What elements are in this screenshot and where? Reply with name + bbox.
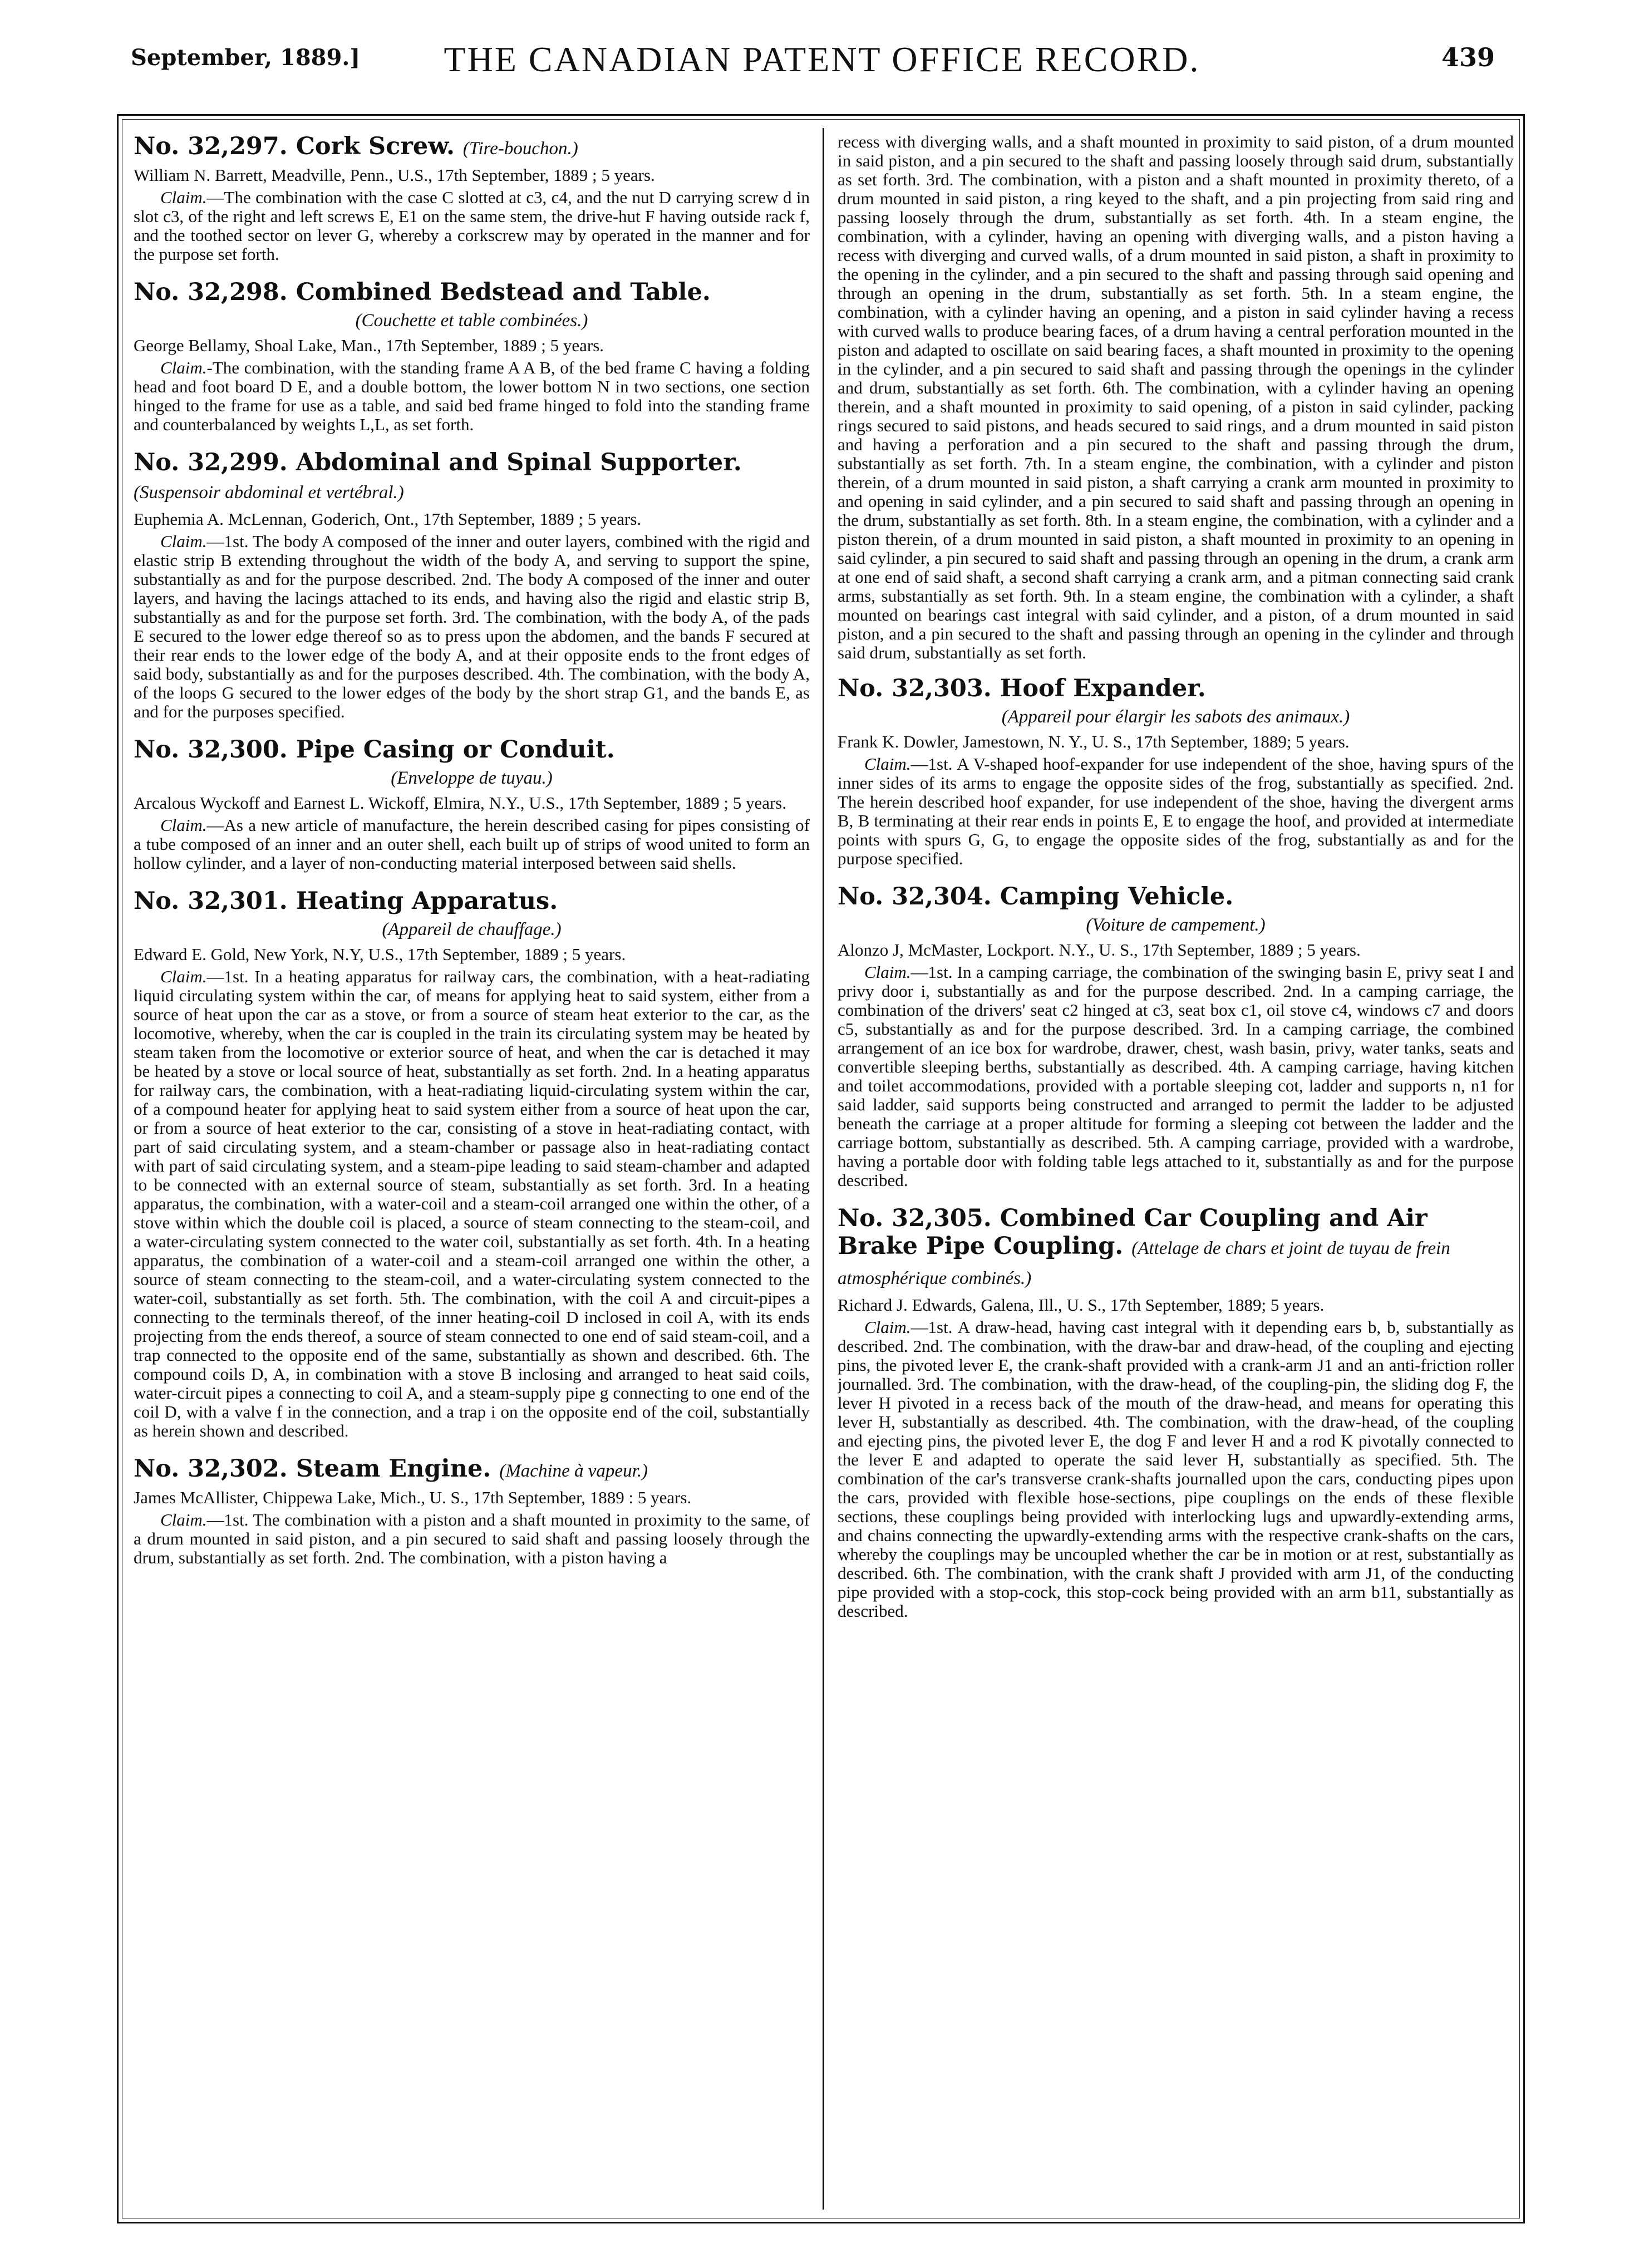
- patent-number: No. 32,297.: [134, 132, 288, 160]
- patent-title: Combined Bedstead and Table.: [296, 278, 711, 306]
- header-title: THE CANADIAN PATENT OFFICE RECORD.: [444, 40, 1200, 79]
- patent-title: Pipe Casing or Conduit.: [296, 736, 615, 764]
- claim-text: —1st. The body A composed of the inner and outer layers, combined with the rigid and elastic strip B extending throughout the width of the body A, and serving to support the spine, substantially as and for the purpose described. 2nd. The body A composed of the inner and outer layers, and having the lacings attached to its ends, and having also the rigid and elastic strip B, substantially as and for the purpose set forth. 3rd. The combination, with the body A, of the pads E secured to the lower edge thereof so as to press upon the abdomen, and the bands F secured at their rear ends to the lower edge of the body A, and at their opposite ends to the front edges of said body, substantially as and for the purposes described. 4th. The combination, with the body A, of the loops G secured to the lower edges of the body by the short strap G1, and the bands E, as and for the purposes specified.: [134, 532, 810, 721]
- patent-french-title: (Enveloppe de tuyau.): [391, 768, 553, 788]
- patent-french-title: (Suspensoir abdominal et vertébral.): [134, 483, 404, 503]
- claim-label: Claim.: [160, 815, 207, 835]
- patent-title: Combined Car Coupling and Air Brake Pipe Coupling.: [838, 1204, 1428, 1260]
- patent-entry: [134, 887, 810, 1440]
- patent-inventor: Euphemia A. McLennan, Goderich, Ont., 17th September, 1889 ; 5 years.: [134, 509, 642, 529]
- patent-french-title: (Attelage de chars et joint de tuyau de frein atmosphérique combinés.): [838, 1238, 1450, 1288]
- patent-claim: [838, 1318, 1514, 1621]
- claim-label: Claim.: [160, 532, 207, 551]
- patent-inventor: James McAllister, Chippewa Lake, Mich., U. S., 17th September, 1889 : 5 years.: [134, 1488, 692, 1507]
- patent-inventor: George Bellamy, Shoal Lake, Man., 17th September, 1889 ; 5 years.: [134, 336, 604, 355]
- patent-french-title: (Voiture de campement.): [1086, 915, 1266, 935]
- patent-inventor: Edward E. Gold, New York, N.Y, U.S., 17th September, 1889 ; 5 years.: [134, 944, 626, 964]
- claim-continuation: recess with diverging walls, and a shaft mounted in proximity to said piston, of a drum mounted in said piston, and a pin secured to the shaft and passing loosely through said drum, substantially as set forth. 3rd. The combination, with a piston and a shaft mounted in proximity thereto, of a drum mounted in said piston, a ring keyed to the shaft, and a pin projecting from said ring and passing loosely through the drum, substantially as set forth. 4th. In a steam engine, the combination, with a cylinder, having an opening with diverging walls, and a piston having a recess with diverging and curved walls, of a drum mounted in said piston, a shaft in proximity to the opening in the cylinder, and a pin secured to the shaft and passing through said opening and through an opening in the drum, substantially as set forth. 5th. In a steam engine, the combination, with a cylinder having an opening, and a piston in said cylinder having a recess with curved walls to produce bearing faces, of a drum having a central perforation mounted in the piston and adapted to oscillate on said bearing faces, a shaft mounted in proximity to the opening in the cylinder, and a pin secured to said shaft and passing through the openings in the cylinder and drum, substantially as set forth. 6th. The combination, with a cylinder having an opening therein, and a shaft mounted in proximity to said opening, of a piston in said cylinder, packing rings secured to said pistons, and heads secured to said rings, and a drum mounted in said piston and having a perforation and a pin secured to the shaft and passing through the drum, substantially as set forth. 7th. In a steam engine, the combination, with a cylinder and piston therein, of a drum mounted in said piston, a shaft carrying a crank arm mounted in proximity to and opening in said cylinder, and a pin secured to said shaft and passing through an opening in the drum, substantially as set forth. 8th. In a steam engine, the combination, with a cylinder and a piston therein, of a drum mounted in said piston, a shaft mounted in proximity to an opening in said cylinder, a pin secured to said shaft and passing through an opening in the drum, a crank arm at one end of said shaft, a second shaft carrying a crank arm, and a pitman connecting said crank arms, substantially as set forth. 9th. In a steam engine, the combination with a cylinder, a shaft mounted on bearings cast integral with said cylinder, and a piston, of a drum mounted in said piston, and a pin secured to the shaft and passing through an opening in the cylinder and through said drum, substantially as set forth.: [838, 132, 1514, 662]
- patent-inventor: Frank K. Dowler, Jamestown, N. Y., U. S., 17th September, 1889; 5 years.: [838, 732, 1350, 751]
- patent-french-title: (Couchette et table combinées.): [355, 311, 588, 331]
- patent-title: Abdominal and Spinal Supporter.: [296, 449, 742, 476]
- patent-claim: [134, 967, 810, 1440]
- patent-title: Hoof Expander.: [1000, 675, 1206, 702]
- patent-heading: [838, 883, 1514, 911]
- patent-heading: [838, 1204, 1514, 1292]
- patent-claim: [134, 358, 810, 434]
- claim-label: Claim.: [160, 358, 207, 377]
- patent-entry: [134, 736, 810, 873]
- patent-heading: [838, 675, 1514, 702]
- patent-number: No. 32,305.: [838, 1204, 992, 1232]
- patent-entry: [134, 449, 810, 721]
- claim-text: —1st. The combination with a piston and a shaft mounted in proximity to the same, of a drum mounted in said piston, and a pin secured to said shaft and passing loosely through the drum, substantially as set forth. 2nd. The combination, with a piston having a: [134, 1510, 810, 1567]
- patent-number: No. 32,298.: [134, 278, 288, 306]
- patent-claim: [134, 532, 810, 721]
- patent-claim: [134, 816, 810, 873]
- claim-text: —1st. In a heating apparatus for railway cars, the combination, with a heat-radiating liquid circulating system within the car, of means for applying heat to said system, either from a source of heat upon the car as a stove, or from a source of steam heat exterior to the car, as the locomotive, whereby, when the car is coupled in the train its circulating system may be heated by steam taken from the locomotive or exterior source of heat, and when the car is detached it may be heated by a stove or local source of heat, substantially as set forth. 2nd. In a heating apparatus for railway cars, the combination, with a heat-radiating liquid-circulating system within the car, of a compound heater for applying heat to said system either from a source of heat upon the car, or from a source of heat exterior to the car, consisting of a stove in heat-radiating contact, with part of said circulating system, and a steam-chamber or passage also in heat-radiating contact with part of said circulating system, and a steam-pipe leading to said steam-chamber and adapted to be connected with an external source of steam, substantially as set forth. 3rd. In a heating apparatus, the combination, with a water-coil and a steam-coil arranged one within the other, of a stove within which the double coil is placed, a source of steam connecting to the steam-coil, and a water-circulating system connected to the water coil, substantially as set forth. 4th. In a heating apparatus, the combination of a water-coil and a steam-coil arranged one within the other, a source of steam connecting to the steam-coil, and a water-circulating system connected to the water-coil, substantially as set forth. 5th. The combination, with the coil A and circuit-pipes a connecting to the terminals thereof, of the inner heating-coil D inclosed in coil A, with its ends projecting from the ends thereof, a source of steam connected to one end of said steam-coil, and a trap connected to the opposite end of the same, substantially as shown and described. 6th. The compound coils D, A, in combination with a stove B inclosing and arranged to heat said coils, water-circuit pipes a connecting to coil A, and a steam-supply pipe g connecting to one end of the coil D, with a valve f in the connection, and a trap i on the opposite end of the coil, substantially as herein shown and described.: [134, 967, 810, 1440]
- claim-text: -The combination, with the standing frame A A B, of the bed frame C having a folding head and foot board D E, and a double bottom, the lower bottom N in two sections, one section hinged to the frame for use as a table, and said bed frame hinged to fold into the standing frame and counterbalanced by weights L,L, as set forth.: [134, 358, 810, 434]
- patent-entry: [838, 883, 1514, 1190]
- patent-heading: [134, 132, 810, 163]
- header-date: September, 1889.]: [131, 45, 361, 71]
- patent-inventor: Richard J. Edwards, Galena, Ill., U. S., 17th September, 1889; 5 years.: [838, 1295, 1325, 1315]
- patent-heading: [134, 887, 810, 915]
- claim-label: Claim.: [160, 1510, 207, 1529]
- patent-entry: [134, 278, 810, 434]
- patent-number: No. 32,303.: [838, 675, 992, 702]
- patent-title: Steam Engine.: [296, 1455, 491, 1483]
- page-header: [0, 0, 1644, 95]
- left-column: [134, 132, 810, 2208]
- patent-french-title: (Appareil de chauffage.): [382, 919, 562, 939]
- patent-french-title: (Tire-bouchon.): [462, 139, 578, 159]
- claim-label: Claim.: [160, 188, 207, 207]
- patent-title: Heating Apparatus.: [296, 887, 558, 915]
- patent-title: Camping Vehicle.: [1000, 883, 1234, 911]
- claim-label: Claim.: [160, 967, 207, 986]
- patent-title: Cork Screw.: [296, 132, 455, 160]
- claim-text: —1st. In a camping carriage, the combination of the swinging basin E, privy seat I and privy door i, substantially as and for the purpose described. 2nd. In a camping carriage, the combination of the drivers' seat c2 hinged at c3, seat box c1, oil stove c4, windows c7 and doors c5, substantially as and for the purpose described. 3rd. In a camping carriage, the combined arrangement of an ice box for wardrobe, drawer, chest, wash basin, privy, water tanks, seats and convertible sleeping berths, substantially as described. 4th. A camping carriage, having kitchen and toilet accommodations, provided with a portable sleeping cot, ladder and supports n, n1 for said ladder, said supports being constructed and arranged to permit the ladder to be adjusted beneath the carriage at a proper altitude for forming a sleeping cot between the ladder and the carriage bottom, substantially as described. 5th. A camping carriage, provided with a wardrobe, having a portable door with folding table legs attached to it, substantially as and for the purpose described.: [838, 962, 1514, 1190]
- patent-number: No. 32,301.: [134, 887, 288, 915]
- claim-label: Claim.: [864, 962, 911, 982]
- patent-entry: [838, 675, 1514, 868]
- patent-entry: [838, 1204, 1514, 1621]
- patent-french-title: (Machine à vapeur.): [499, 1461, 648, 1481]
- patent-inventor: William N. Barrett, Meadville, Penn., U.S., 17th September, 1889 ; 5 years.: [134, 165, 655, 185]
- claim-text: —1st. A draw-head, having cast integral with it depending ears b, b, substantially as described. 2nd. The combination, with the draw-bar and draw-head, of the coupling and ejecting pins, the pivoted lever E, the crank-shaft provided with a crank-arm J1 and an anti-friction roller journalled. 3rd. The combination, with the draw-head, of the coupling-pin, the sliding dog F, the lever H pivoted in a recess back of the mouth of the draw-head, and means for operating this lever H, substantially as described. 4th. The combination, with the draw-head, of the coupling and ejecting pins, the pivoted lever E, the dog F and lever H and a rod K pivotally connected to the lever E and adapted to operate the said lever H, substantially as specified. 5th. The combination of the car's transverse crank-shafts journalled upon the cars, conducting pipes upon the cars, provided with flexible hose-sections, pipe couplings on the ends of these flexible sections, these couplings being provided with interlocking lugs and upwardly-extending arms, and chains connecting the upwardly-extending arms with the respective crank-shafts on the cars, whereby the couplings may be uncoupled whether the car be in motion or at rest, substantially as described. 6th. The combination, with the crank shaft J provided with arm J1, of the conducting pipe provided with a stop-cock, this stop-cock being provided with an arm b11, substantially as described.: [838, 1317, 1514, 1621]
- patent-number: No. 32,304.: [838, 883, 992, 911]
- patent-heading: [134, 449, 810, 506]
- patent-heading: [134, 278, 810, 306]
- patent-number: No. 32,302.: [134, 1455, 288, 1483]
- patent-number: No. 32,300.: [134, 736, 288, 764]
- patent-inventor: Alonzo J, McMaster, Lockport. N.Y., U. S., 17th September, 1889 ; 5 years.: [838, 940, 1361, 960]
- patent-inventor: Arcalous Wyckoff and Earnest L. Wickoff, Elmira, N.Y., U.S., 17th September, 1889 ; 5 years.: [134, 793, 787, 813]
- patent-entry: [134, 132, 810, 264]
- patent-french-title: (Appareil pour élargir les sabots des animaux.): [1001, 707, 1350, 727]
- patent-claim: [838, 755, 1514, 868]
- page-number: 439: [1441, 42, 1495, 72]
- claim-text: —1st. A V-shaped hoof-expander for use independent of the shoe, having spurs of the inner sides of its arms to engage the opposite sides of the frog, substantially as specified. 2nd. The herein described hoof expander, for use independent of the shoe, having the divergent arms B, B terminating at their rear ends in points E, E to engage the hoof, and provided at intermediate points with spurs G, G, to engage the opposite sides of the frog, substantially as and for the purpose specified.: [838, 754, 1514, 868]
- patent-number: No. 32,299.: [134, 449, 288, 476]
- patent-entry: [134, 1455, 810, 1567]
- right-column: [838, 132, 1514, 2208]
- column-divider: [823, 128, 824, 2210]
- claim-label: Claim.: [864, 1317, 911, 1337]
- claim-text: —As a new article of manufacture, the herein described casing for pipes consisting of a tube composed of an inner and an outer shell, each built up of strips of wood united to form an hollow cylinder, and a layer of non-conducting material interposed between said shells.: [134, 815, 810, 873]
- patent-claim: [134, 1511, 810, 1567]
- patent-heading: [134, 736, 810, 764]
- patent-claim: [134, 188, 810, 264]
- patent-claim: [838, 963, 1514, 1190]
- claim-label: Claim.: [864, 754, 911, 774]
- patent-heading: [134, 1455, 810, 1485]
- claim-text: —The combination with the case C slotted at c3, c4, and the nut D carrying screw d in slot c3, of the right and left screws E, E1 on the same stem, the drive-hut F having outside rack f, and the toothed sector on lever G, whereby a corkscrew may by operated in the manner and for the purpose set forth.: [134, 188, 810, 264]
